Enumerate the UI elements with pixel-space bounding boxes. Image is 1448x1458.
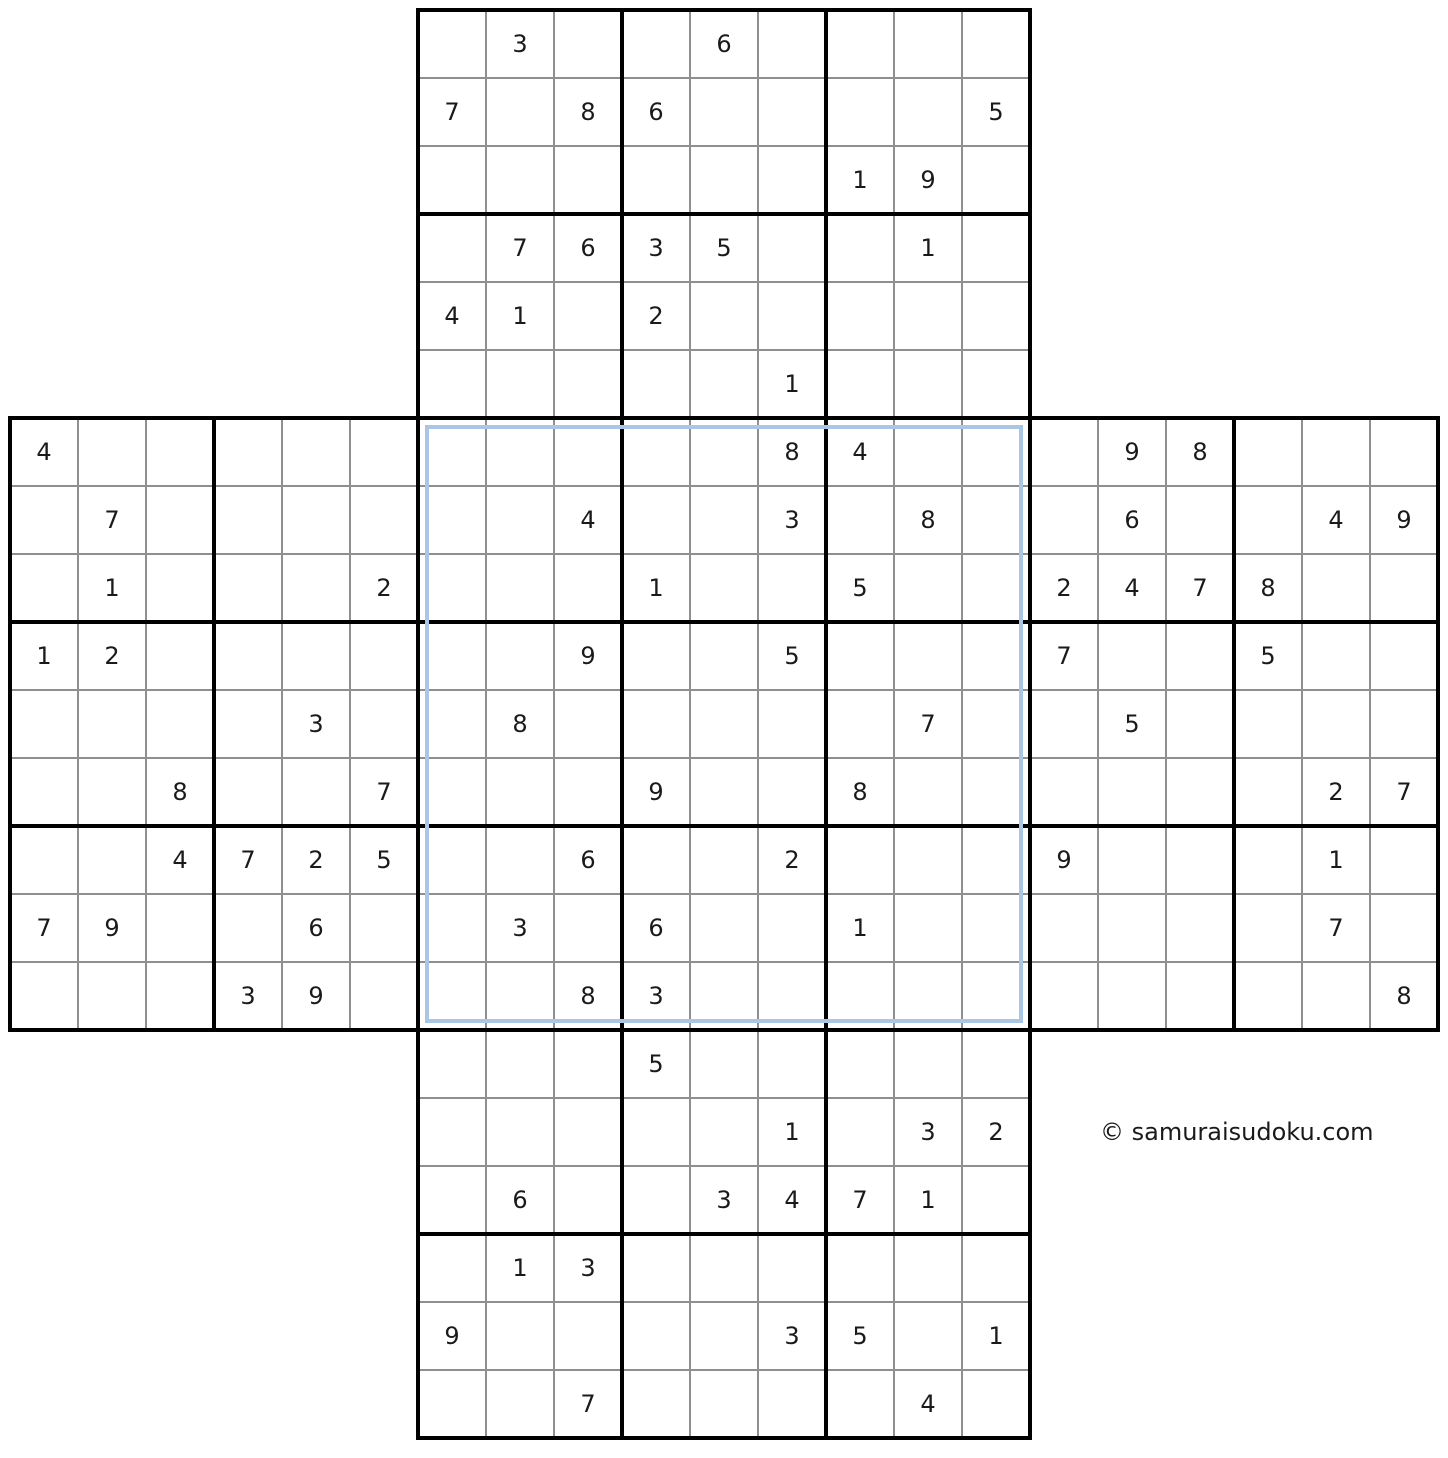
sudoku-cell[interactable]: [622, 690, 690, 758]
sudoku-cell[interactable]: [418, 214, 486, 282]
sudoku-cell[interactable]: [418, 10, 486, 78]
sudoku-cell[interactable]: 8: [1234, 554, 1302, 622]
sudoku-cell[interactable]: 4: [1098, 554, 1166, 622]
sudoku-cell[interactable]: [78, 962, 146, 1030]
sudoku-cell[interactable]: [894, 350, 962, 418]
sudoku-cell[interactable]: 6: [622, 78, 690, 146]
sudoku-cell[interactable]: [146, 418, 214, 486]
sudoku-cell[interactable]: 3: [894, 1098, 962, 1166]
sudoku-cell[interactable]: 5: [350, 826, 418, 894]
sudoku-cell[interactable]: [690, 1030, 758, 1098]
sudoku-cell[interactable]: [962, 1234, 1030, 1302]
sudoku-cell[interactable]: [146, 554, 214, 622]
sudoku-cell[interactable]: 7: [10, 894, 78, 962]
sudoku-cell[interactable]: [622, 10, 690, 78]
sudoku-cell[interactable]: [1370, 554, 1438, 622]
sudoku-cell[interactable]: [350, 418, 418, 486]
sudoku-cell[interactable]: [826, 826, 894, 894]
sudoku-cell[interactable]: [214, 758, 282, 826]
sudoku-cell[interactable]: 4: [418, 282, 486, 350]
sudoku-cell[interactable]: [622, 1166, 690, 1234]
sudoku-cell[interactable]: 3: [282, 690, 350, 758]
sudoku-cell[interactable]: [214, 554, 282, 622]
sudoku-cell[interactable]: 5: [826, 554, 894, 622]
sudoku-cell[interactable]: 3: [622, 214, 690, 282]
sudoku-cell[interactable]: 3: [622, 962, 690, 1030]
sudoku-cell[interactable]: [146, 962, 214, 1030]
sudoku-cell[interactable]: 7: [78, 486, 146, 554]
sudoku-cell[interactable]: [282, 622, 350, 690]
sudoku-cell[interactable]: [690, 1370, 758, 1438]
sudoku-cell[interactable]: 4: [554, 486, 622, 554]
sudoku-cell[interactable]: [350, 894, 418, 962]
sudoku-cell[interactable]: [214, 690, 282, 758]
sudoku-cell[interactable]: [758, 282, 826, 350]
sudoku-cell[interactable]: 8: [486, 690, 554, 758]
sudoku-cell[interactable]: [622, 826, 690, 894]
sudoku-cell[interactable]: 7: [214, 826, 282, 894]
sudoku-cell[interactable]: [690, 146, 758, 214]
sudoku-cell[interactable]: [1030, 894, 1098, 962]
sudoku-cell[interactable]: 9: [1370, 486, 1438, 554]
sudoku-cell[interactable]: [418, 690, 486, 758]
sudoku-cell[interactable]: [418, 1370, 486, 1438]
sudoku-cell[interactable]: 5: [690, 214, 758, 282]
sudoku-cell[interactable]: [962, 690, 1030, 758]
sudoku-cell[interactable]: [894, 78, 962, 146]
sudoku-cell[interactable]: [554, 1166, 622, 1234]
sudoku-cell[interactable]: [622, 1302, 690, 1370]
sudoku-cell[interactable]: [146, 486, 214, 554]
sudoku-cell[interactable]: [1166, 690, 1234, 758]
sudoku-cell[interactable]: 3: [758, 486, 826, 554]
sudoku-cell[interactable]: [486, 350, 554, 418]
sudoku-cell[interactable]: 7: [1166, 554, 1234, 622]
sudoku-cell[interactable]: [622, 146, 690, 214]
sudoku-cell[interactable]: [1166, 962, 1234, 1030]
sudoku-cell[interactable]: [418, 1030, 486, 1098]
sudoku-cell[interactable]: [758, 214, 826, 282]
sudoku-cell[interactable]: [486, 1370, 554, 1438]
sudoku-cell[interactable]: 6: [486, 1166, 554, 1234]
sudoku-cell[interactable]: [554, 554, 622, 622]
sudoku-cell[interactable]: [10, 962, 78, 1030]
sudoku-cell[interactable]: 3: [758, 1302, 826, 1370]
sudoku-cell[interactable]: [486, 486, 554, 554]
sudoku-cell[interactable]: 8: [146, 758, 214, 826]
sudoku-cell[interactable]: [826, 1030, 894, 1098]
sudoku-cell[interactable]: 6: [622, 894, 690, 962]
sudoku-cell[interactable]: 1: [1302, 826, 1370, 894]
sudoku-cell[interactable]: [554, 10, 622, 78]
sudoku-cell[interactable]: [690, 1098, 758, 1166]
sudoku-cell[interactable]: 2: [282, 826, 350, 894]
sudoku-cell[interactable]: [1370, 622, 1438, 690]
sudoku-cell[interactable]: [418, 486, 486, 554]
sudoku-cell[interactable]: [486, 1098, 554, 1166]
sudoku-cell[interactable]: [146, 622, 214, 690]
sudoku-cell[interactable]: [78, 758, 146, 826]
sudoku-cell[interactable]: [1234, 826, 1302, 894]
sudoku-cell[interactable]: 9: [418, 1302, 486, 1370]
sudoku-cell[interactable]: [554, 282, 622, 350]
sudoku-cell[interactable]: [622, 418, 690, 486]
sudoku-cell[interactable]: [1370, 690, 1438, 758]
sudoku-cell[interactable]: [690, 1302, 758, 1370]
sudoku-cell[interactable]: 5: [622, 1030, 690, 1098]
sudoku-cell[interactable]: [1030, 690, 1098, 758]
sudoku-cell[interactable]: [826, 486, 894, 554]
sudoku-cell[interactable]: [758, 554, 826, 622]
sudoku-cell[interactable]: [758, 758, 826, 826]
sudoku-cell[interactable]: [10, 554, 78, 622]
sudoku-cell[interactable]: 8: [1166, 418, 1234, 486]
copyright-credit: © samuraisudoku.com: [1100, 1118, 1374, 1146]
sudoku-cell[interactable]: [1370, 418, 1438, 486]
sudoku-cell[interactable]: 8: [554, 962, 622, 1030]
sudoku-cell[interactable]: [758, 690, 826, 758]
sudoku-cell[interactable]: [350, 962, 418, 1030]
sudoku-cell[interactable]: 9: [1030, 826, 1098, 894]
sudoku-cell[interactable]: 7: [554, 1370, 622, 1438]
sudoku-cell[interactable]: 3: [690, 1166, 758, 1234]
sudoku-cell[interactable]: 1: [622, 554, 690, 622]
sudoku-cell[interactable]: [1030, 962, 1098, 1030]
sudoku-cell[interactable]: [1234, 962, 1302, 1030]
sudoku-cell[interactable]: [486, 1302, 554, 1370]
sudoku-cell[interactable]: [690, 1234, 758, 1302]
sudoku-cell[interactable]: 4: [10, 418, 78, 486]
sudoku-cell[interactable]: [826, 1234, 894, 1302]
sudoku-cell[interactable]: [418, 554, 486, 622]
sudoku-cell[interactable]: [894, 894, 962, 962]
sudoku-cell[interactable]: 7: [350, 758, 418, 826]
sudoku-cell[interactable]: [282, 554, 350, 622]
sudoku-cell[interactable]: [962, 554, 1030, 622]
sudoku-cell[interactable]: 9: [554, 622, 622, 690]
sudoku-cell[interactable]: [690, 962, 758, 1030]
sudoku-cell[interactable]: [690, 622, 758, 690]
sudoku-cell[interactable]: 6: [554, 826, 622, 894]
sudoku-cell[interactable]: [418, 1098, 486, 1166]
sudoku-cell[interactable]: [622, 486, 690, 554]
sudoku-cell[interactable]: 2: [622, 282, 690, 350]
sudoku-cell[interactable]: 1: [826, 894, 894, 962]
sudoku-cell[interactable]: 8: [554, 78, 622, 146]
sudoku-cell[interactable]: [418, 418, 486, 486]
sudoku-cell[interactable]: 2: [1030, 554, 1098, 622]
sudoku-cell[interactable]: [894, 10, 962, 78]
sudoku-cell[interactable]: [418, 894, 486, 962]
sudoku-cell[interactable]: [554, 894, 622, 962]
sudoku-cell[interactable]: 1: [78, 554, 146, 622]
sudoku-cell[interactable]: [1302, 690, 1370, 758]
sudoku-cell[interactable]: [690, 690, 758, 758]
sudoku-cell[interactable]: [962, 214, 1030, 282]
sudoku-cell[interactable]: 7: [486, 214, 554, 282]
sudoku-cell[interactable]: [622, 1370, 690, 1438]
sudoku-cell[interactable]: 9: [78, 894, 146, 962]
sudoku-cell[interactable]: [894, 282, 962, 350]
sudoku-cell[interactable]: [1166, 894, 1234, 962]
sudoku-cell[interactable]: [690, 418, 758, 486]
sudoku-cell[interactable]: [1302, 418, 1370, 486]
sudoku-cell[interactable]: [690, 826, 758, 894]
sudoku-cell[interactable]: [894, 418, 962, 486]
sudoku-cell[interactable]: [1302, 622, 1370, 690]
sudoku-cell[interactable]: [1234, 690, 1302, 758]
sudoku-cell[interactable]: [1030, 418, 1098, 486]
sudoku-cell[interactable]: [1234, 486, 1302, 554]
sudoku-cell[interactable]: [962, 486, 1030, 554]
sudoku-cell[interactable]: [690, 350, 758, 418]
sudoku-cell[interactable]: 4: [894, 1370, 962, 1438]
sudoku-cell[interactable]: 6: [554, 214, 622, 282]
sudoku-cell[interactable]: [486, 826, 554, 894]
sudoku-cell[interactable]: [214, 894, 282, 962]
sudoku-cell[interactable]: [690, 554, 758, 622]
sudoku-cell[interactable]: [826, 350, 894, 418]
sudoku-cell[interactable]: [486, 1030, 554, 1098]
sudoku-cell[interactable]: [894, 1302, 962, 1370]
sudoku-cell[interactable]: [826, 78, 894, 146]
sudoku-cell[interactable]: [1030, 758, 1098, 826]
sudoku-cell[interactable]: [962, 1166, 1030, 1234]
sudoku-cell[interactable]: 1: [758, 1098, 826, 1166]
sudoku-cell[interactable]: 1: [486, 1234, 554, 1302]
sudoku-cell[interactable]: [486, 78, 554, 146]
sudoku-cell[interactable]: [826, 622, 894, 690]
sudoku-cell[interactable]: [962, 1030, 1030, 1098]
sudoku-cell[interactable]: [10, 486, 78, 554]
sudoku-cell[interactable]: [622, 622, 690, 690]
sudoku-cell[interactable]: 6: [690, 10, 758, 78]
sudoku-cell[interactable]: [1302, 554, 1370, 622]
sudoku-cell[interactable]: [826, 282, 894, 350]
sudoku-cell[interactable]: 3: [486, 894, 554, 962]
sudoku-cell[interactable]: [758, 78, 826, 146]
sudoku-cell[interactable]: [486, 758, 554, 826]
sudoku-cell[interactable]: [486, 622, 554, 690]
sudoku-cell[interactable]: [146, 690, 214, 758]
sudoku-cell[interactable]: [1234, 894, 1302, 962]
sudoku-cell[interactable]: [10, 690, 78, 758]
sudoku-cell[interactable]: [486, 554, 554, 622]
sudoku-cell[interactable]: 7: [894, 690, 962, 758]
sudoku-cell[interactable]: 9: [282, 962, 350, 1030]
sudoku-cell[interactable]: 6: [282, 894, 350, 962]
sudoku-cell[interactable]: [1098, 826, 1166, 894]
sudoku-cell[interactable]: 9: [622, 758, 690, 826]
sudoku-cell[interactable]: [418, 826, 486, 894]
sudoku-cell[interactable]: [894, 554, 962, 622]
sudoku-cell[interactable]: 8: [758, 418, 826, 486]
sudoku-cell[interactable]: [418, 962, 486, 1030]
sudoku-cell[interactable]: [1166, 622, 1234, 690]
sudoku-cell[interactable]: 4: [146, 826, 214, 894]
sudoku-cell[interactable]: [826, 214, 894, 282]
sudoku-cell[interactable]: [962, 1370, 1030, 1438]
sudoku-cell[interactable]: [622, 1098, 690, 1166]
sudoku-cell[interactable]: [758, 962, 826, 1030]
sudoku-cell[interactable]: [690, 486, 758, 554]
sudoku-cell[interactable]: 7: [418, 78, 486, 146]
sudoku-cell[interactable]: [962, 758, 1030, 826]
sudoku-cell[interactable]: [282, 758, 350, 826]
sudoku-cell[interactable]: 7: [1370, 758, 1438, 826]
sudoku-cell[interactable]: 2: [78, 622, 146, 690]
sudoku-cell[interactable]: 1: [486, 282, 554, 350]
sudoku-cell[interactable]: [486, 418, 554, 486]
sudoku-cell[interactable]: [962, 826, 1030, 894]
sudoku-cell[interactable]: [1234, 418, 1302, 486]
sudoku-cell[interactable]: 2: [1302, 758, 1370, 826]
sudoku-cell[interactable]: [1098, 622, 1166, 690]
sudoku-cell[interactable]: [78, 690, 146, 758]
sudoku-cell[interactable]: [214, 622, 282, 690]
sudoku-cell[interactable]: [962, 962, 1030, 1030]
sudoku-cell[interactable]: [894, 1030, 962, 1098]
sudoku-cell[interactable]: 5: [1098, 690, 1166, 758]
sudoku-cell[interactable]: 7: [826, 1166, 894, 1234]
sudoku-cell[interactable]: [10, 758, 78, 826]
sudoku-cell[interactable]: [282, 486, 350, 554]
sudoku-cell[interactable]: [894, 1234, 962, 1302]
sudoku-cell[interactable]: [894, 622, 962, 690]
sudoku-cell[interactable]: [1030, 486, 1098, 554]
sudoku-cell[interactable]: [826, 962, 894, 1030]
sudoku-cell[interactable]: 7: [1302, 894, 1370, 962]
sudoku-cell[interactable]: [554, 418, 622, 486]
sudoku-cell[interactable]: [1234, 758, 1302, 826]
sudoku-cell[interactable]: [418, 146, 486, 214]
sudoku-cell[interactable]: [622, 1234, 690, 1302]
sudoku-cell[interactable]: [962, 622, 1030, 690]
sudoku-cell[interactable]: [418, 1166, 486, 1234]
sudoku-cell[interactable]: [826, 10, 894, 78]
sudoku-cell[interactable]: 4: [758, 1166, 826, 1234]
sudoku-cell[interactable]: [146, 894, 214, 962]
sudoku-cell[interactable]: [962, 418, 1030, 486]
sudoku-cell[interactable]: [554, 350, 622, 418]
sudoku-cell[interactable]: [554, 690, 622, 758]
sudoku-cell[interactable]: [486, 146, 554, 214]
sudoku-cell[interactable]: 1: [10, 622, 78, 690]
sudoku-cell[interactable]: [214, 486, 282, 554]
sudoku-cell[interactable]: [826, 1098, 894, 1166]
sudoku-cell[interactable]: [1098, 962, 1166, 1030]
sudoku-cell[interactable]: [1370, 894, 1438, 962]
sudoku-cell[interactable]: [962, 146, 1030, 214]
sudoku-cell[interactable]: [690, 894, 758, 962]
sudoku-cell[interactable]: [554, 758, 622, 826]
sudoku-cell[interactable]: [758, 1370, 826, 1438]
sudoku-cell[interactable]: [1166, 826, 1234, 894]
sudoku-cell[interactable]: [1098, 894, 1166, 962]
sudoku-cell[interactable]: [78, 418, 146, 486]
sudoku-cell[interactable]: 1: [962, 1302, 1030, 1370]
sudoku-cell[interactable]: [962, 894, 1030, 962]
sudoku-cell[interactable]: 5: [1234, 622, 1302, 690]
sudoku-cell[interactable]: 5: [758, 622, 826, 690]
sudoku-cell[interactable]: [554, 1030, 622, 1098]
sudoku-cell[interactable]: [350, 622, 418, 690]
sudoku-cell[interactable]: [418, 622, 486, 690]
sudoku-cell[interactable]: 2: [962, 1098, 1030, 1166]
sudoku-cell[interactable]: 3: [486, 10, 554, 78]
sudoku-cell[interactable]: [486, 962, 554, 1030]
sudoku-cell[interactable]: [1302, 962, 1370, 1030]
sudoku-cell[interactable]: 9: [894, 146, 962, 214]
sudoku-cell[interactable]: 1: [826, 146, 894, 214]
sudoku-cell[interactable]: 1: [894, 214, 962, 282]
sudoku-cell[interactable]: [690, 78, 758, 146]
sudoku-cell[interactable]: [1166, 758, 1234, 826]
sudoku-cell[interactable]: 8: [826, 758, 894, 826]
sudoku-cell[interactable]: 9: [1098, 418, 1166, 486]
sudoku-cell[interactable]: 1: [758, 350, 826, 418]
sudoku-cell[interactable]: [214, 418, 282, 486]
sudoku-cell[interactable]: [350, 486, 418, 554]
sudoku-cell[interactable]: [758, 146, 826, 214]
sudoku-cell[interactable]: [554, 1098, 622, 1166]
sudoku-cell[interactable]: 5: [962, 78, 1030, 146]
sudoku-cell[interactable]: [554, 146, 622, 214]
sudoku-cell[interactable]: [758, 1030, 826, 1098]
sudoku-cell[interactable]: 8: [1370, 962, 1438, 1030]
sudoku-cell[interactable]: [758, 10, 826, 78]
sudoku-cell[interactable]: [962, 350, 1030, 418]
sudoku-cell[interactable]: [350, 690, 418, 758]
sudoku-cell[interactable]: [826, 1370, 894, 1438]
sudoku-cell[interactable]: [622, 350, 690, 418]
sudoku-cell[interactable]: 2: [350, 554, 418, 622]
sudoku-cell[interactable]: [418, 350, 486, 418]
sudoku-cell[interactable]: [1370, 826, 1438, 894]
sudoku-cell[interactable]: [10, 826, 78, 894]
sudoku-cell[interactable]: 8: [894, 486, 962, 554]
sudoku-cell[interactable]: [690, 282, 758, 350]
sudoku-cell[interactable]: [894, 826, 962, 894]
sudoku-cell[interactable]: [758, 894, 826, 962]
sudoku-cell[interactable]: [78, 826, 146, 894]
sudoku-cell[interactable]: 3: [214, 962, 282, 1030]
sudoku-cell[interactable]: [894, 962, 962, 1030]
sudoku-cell[interactable]: [690, 758, 758, 826]
sudoku-cell[interactable]: [418, 1234, 486, 1302]
sudoku-cell[interactable]: 4: [826, 418, 894, 486]
sudoku-cell[interactable]: 7: [1030, 622, 1098, 690]
sudoku-cell[interactable]: [826, 690, 894, 758]
sudoku-cell[interactable]: [758, 1234, 826, 1302]
sudoku-cell[interactable]: 3: [554, 1234, 622, 1302]
sudoku-cell[interactable]: [1166, 486, 1234, 554]
sudoku-cell[interactable]: [962, 282, 1030, 350]
sudoku-cell[interactable]: [418, 758, 486, 826]
sudoku-cell[interactable]: [962, 10, 1030, 78]
sudoku-cell[interactable]: 4: [1302, 486, 1370, 554]
sudoku-cell[interactable]: 2: [758, 826, 826, 894]
sudoku-cell[interactable]: [1098, 758, 1166, 826]
sudoku-cell[interactable]: [554, 1302, 622, 1370]
sudoku-cell[interactable]: 5: [826, 1302, 894, 1370]
sudoku-cell[interactable]: 1: [894, 1166, 962, 1234]
sudoku-cell[interactable]: [894, 758, 962, 826]
sudoku-cell[interactable]: 6: [1098, 486, 1166, 554]
sudoku-cell[interactable]: [282, 418, 350, 486]
